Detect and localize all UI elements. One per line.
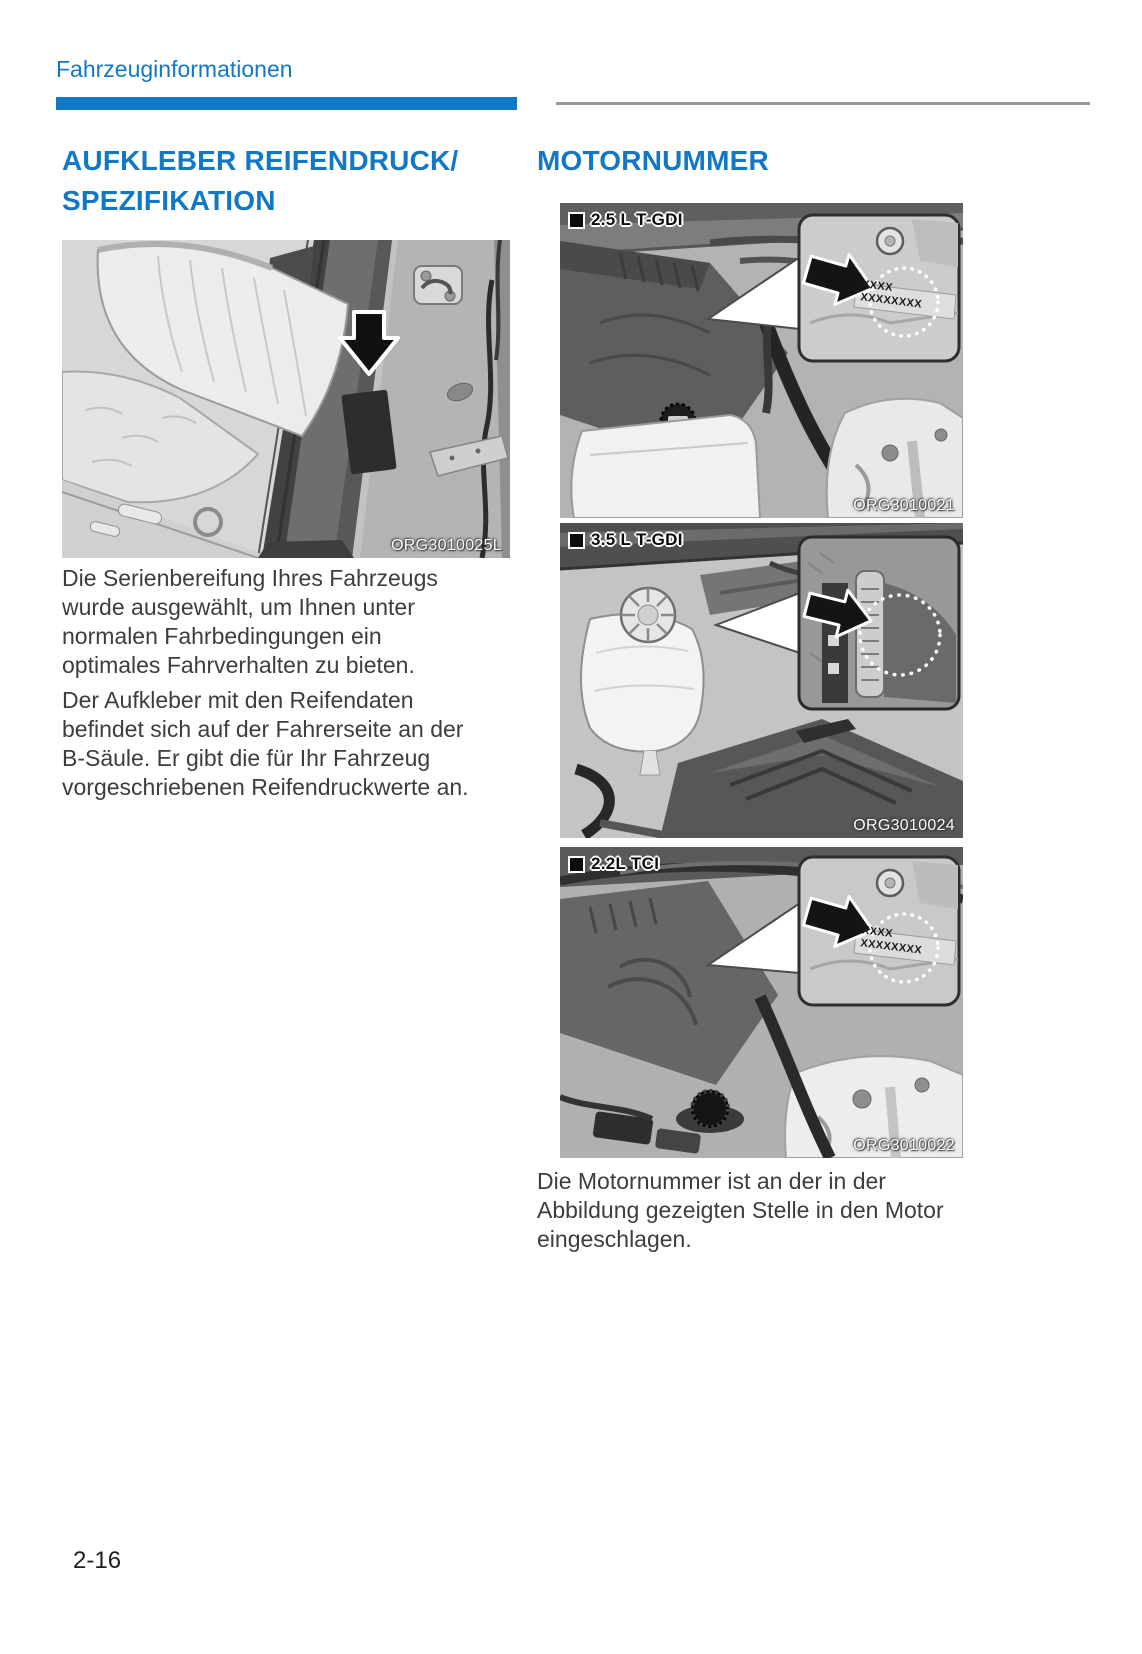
label-bullet-square [570,534,583,547]
right-paragraph: Die Motornummer ist an der in der Abbildung gezeigten Stelle in den Motor eingeschlagen. [537,1168,944,1252]
page-number: 2-16 [73,1547,122,1574]
engine-number-stamp: XXXX XXXXXXXX [859,924,923,957]
engine-variant-label: 2.2L TCI [591,854,660,873]
left-paragraph-2: Der Aufkleber mit den Reifendaten befindet sich auf der Fahrerseite an der B-Säule. Er gibt die für Ihr Fahrzeug vorgeschriebenen Reifendruckwerte an. [62,687,469,800]
engine-2-5l-illustration [560,203,963,518]
figure-tire-label-location [62,240,510,558]
left-heading-line1: AUFKLEBER REIFENDRUCK/ [62,145,459,176]
header-accent-bar [56,97,517,110]
figure-label [570,210,683,230]
section-title: Fahrzeuginformationen [56,56,293,82]
figure-engine-3-5l [560,523,963,838]
engine-variant-label: 3.5 L T-GDI [591,530,683,549]
label-bullet-square [570,214,583,227]
figure-label [570,530,683,550]
left-paragraph-1: Die Serienbereifung Ihres Fahrzeugs wurde ausgewählt, um Ihnen unter normalen Fahrbedingungen ein optimales Fahrverhalten zu bieten. [62,565,438,678]
figure-label [570,854,659,874]
left-column-heading [62,141,458,221]
door-striker [414,266,462,304]
figure-engine-2-5l [560,203,963,518]
right-column-heading: MOTORNUMMER [537,145,769,176]
figure-code: ORG3010021 [853,497,955,514]
figure-code: ORG3010022 [853,1137,955,1154]
engine-2-2l-illustration [560,847,963,1158]
figure-engine-2-2l [560,847,963,1158]
label-bullet-square [570,858,583,871]
figure-code: ORG3010024 [853,817,955,834]
left-heading-line2: SPEZIFIKATION [62,185,276,216]
engine-number-stamp: XXXX XXXXXXXX [859,278,923,311]
tire-pressure-sticker [341,389,396,474]
b-pillar-illustration [62,240,510,558]
engine-variant-label: 2.5 L T-GDI [591,210,683,229]
figure-code: ORG3010025L [391,537,502,554]
engine-3-5l-illustration [560,523,963,838]
header-divider-line [556,102,1090,105]
